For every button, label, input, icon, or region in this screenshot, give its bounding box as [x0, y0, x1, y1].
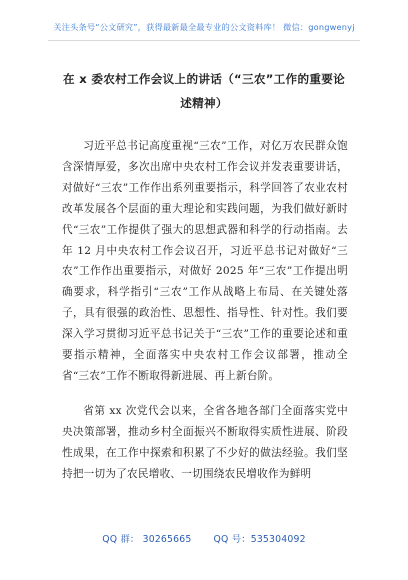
body-paragraph: 习近平总书记高度重视“三农”工作，对亿万农民群众饱含深情厚爱，多次出席中央农村工作会议并发表重要讲话，对做好“三农”工作作出系列重要指示，科学回答了农业农村改革发展各个层面的重大理论和实践问题，为我们做好新时代“三农”工作提供了强大的思想武器和科学的行动指南。去年 12 月中央农村工作会议召开，习近平总书记对做好“三农”工作作出重要指示，对做好 2025 年“三农”工作提出明确要求，科学指引“三农”工作从战略上布局、在关键处落子，具有很强的政治性、思想性、指导性、针对性。我们要深入学习贯彻习近平总书记关于“三农”工作的重要论述和重要指示精神，全面落实中央农村工作会议部署，推动全省“三农”工作不断取得新进展、再上新台阶。	[62, 140, 348, 382]
header-divider	[48, 40, 360, 41]
header-banner: 关注头条号“公文研究”，获得最新最全最专业的公文资料库！ 微信：gongwenyj	[53, 22, 355, 32]
qq-number-text: QQ 号：535304092	[213, 534, 306, 545]
qq-group-text: QQ 群： 30265665	[102, 534, 192, 545]
body-paragraph: 省第 xx 次党代会以来，全省各地各部门全面落实党中央决策部署，推动乡村全面振兴不断取得实质性进展、阶段性成果，在工作中探索和积累了不少好的做法经验。我们坚持把一切为了农民增收、一切围绕农民增收作为鲜明	[62, 404, 348, 480]
document-body	[62, 136, 348, 499]
document-title: 在 x 委农村工作会议上的讲话（“三农”工作的重要论述精神）	[62, 72, 346, 110]
footer-contact	[0, 531, 408, 545]
